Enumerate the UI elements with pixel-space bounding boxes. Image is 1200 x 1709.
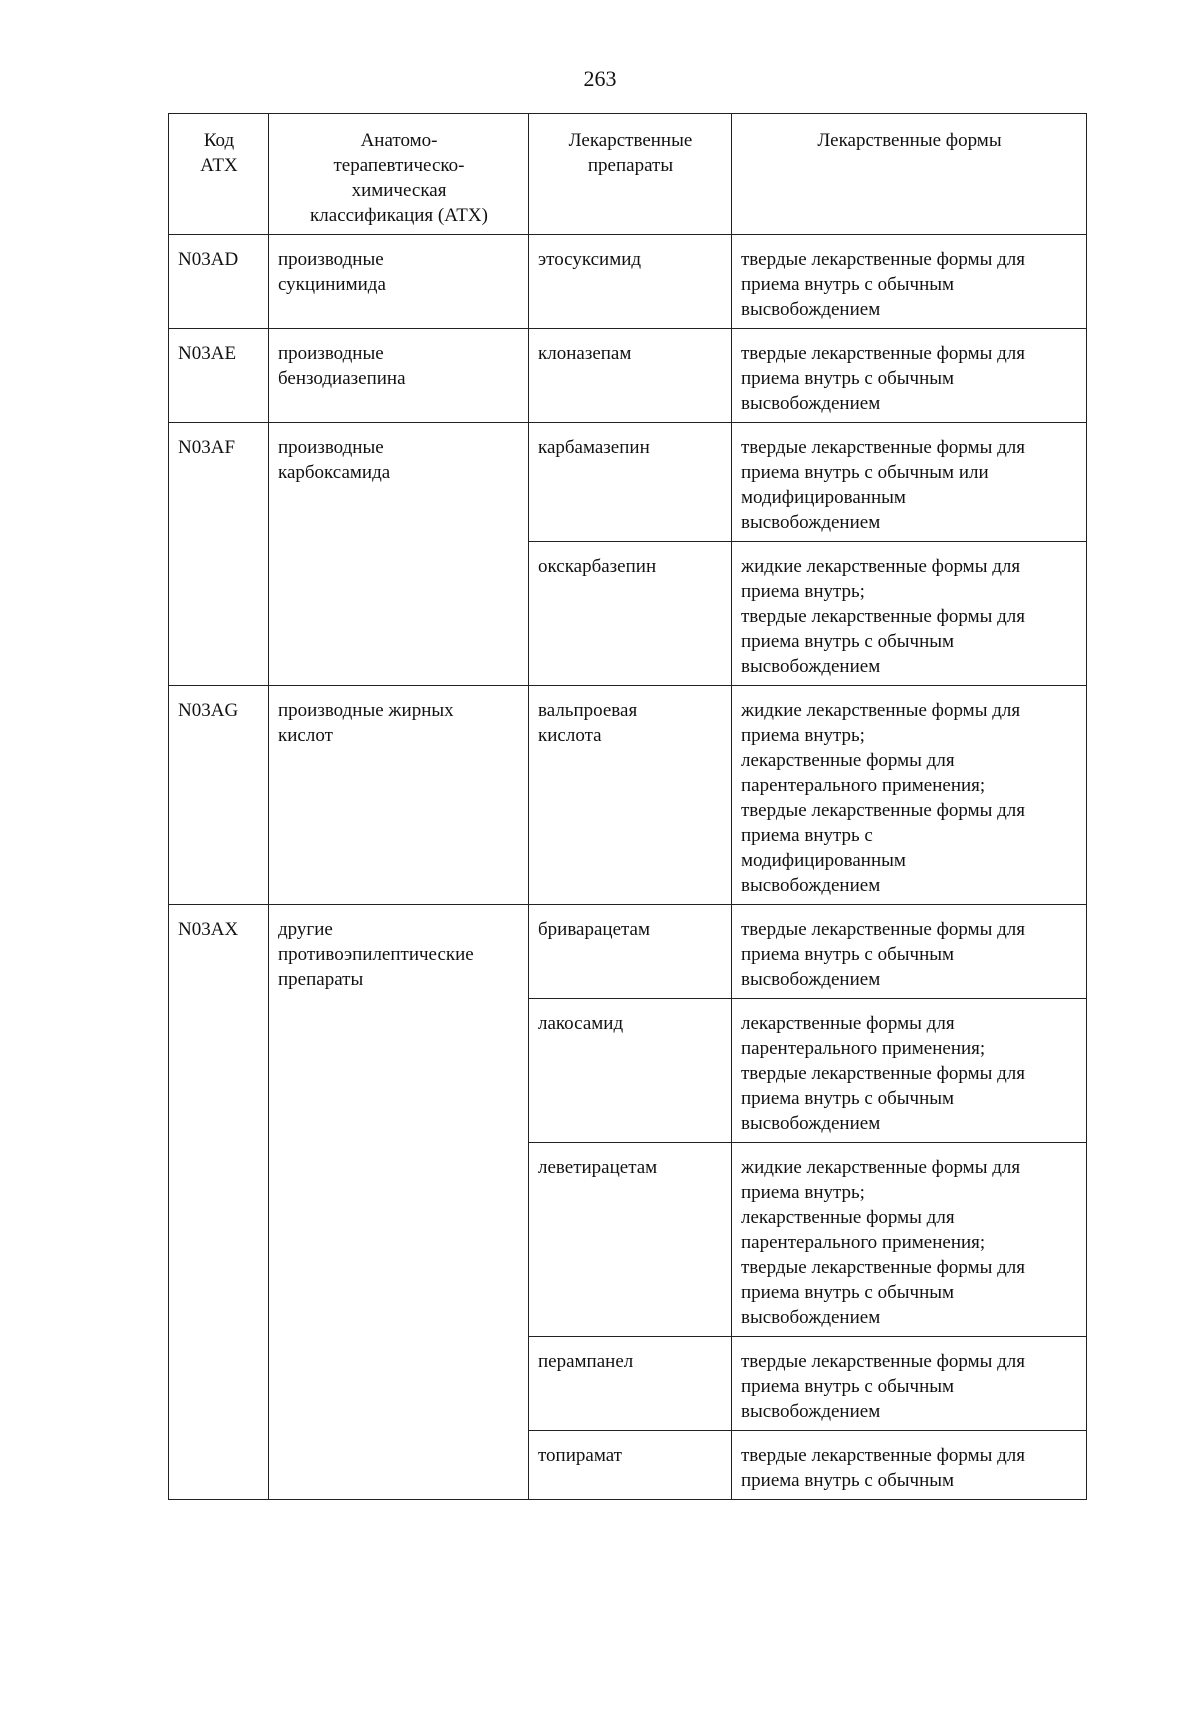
header-row — [169, 114, 1087, 235]
drug-name-cell: топирамат — [529, 1431, 732, 1500]
drug-name-cell: перампанел — [529, 1337, 732, 1431]
drug-name-cell: лакосамид — [529, 999, 732, 1143]
drug-name-cell: леветирацетам — [529, 1143, 732, 1337]
atx-code-cell: N03AD — [169, 235, 269, 329]
header-code: Код АТХ — [169, 114, 269, 235]
drug-name-cell: этосуксимид — [529, 235, 732, 329]
table-row — [169, 423, 1087, 542]
atx-code-cell: N03AX — [169, 905, 269, 1500]
page-number: 263 — [583, 66, 617, 91]
dosage-forms-cell: твердые лекарственные формы для приема внутрь с обычным высвобождением — [732, 235, 1087, 329]
table-row — [169, 905, 1087, 999]
drug-name-cell: карбамазепин — [529, 423, 732, 542]
atx-group-name-cell: производные жирных кислот — [269, 686, 529, 905]
drug-name-cell: бриварацетам — [529, 905, 732, 999]
drug-name-cell: клоназепам — [529, 329, 732, 423]
dosage-forms-cell: жидкие лекарственные формы для приема внутрь; лекарственные формы для парентерального применения; твердые лекарственные формы для приема внутрь с модифицированным высвобождением — [732, 686, 1087, 905]
atx-code-cell: N03AF — [169, 423, 269, 686]
header-drugs: Лекарственные препараты — [529, 114, 732, 235]
atx-group-name-cell: производные бензодиазепина — [269, 329, 529, 423]
atx-table — [168, 113, 1087, 1500]
atx-group-name-cell: производные сукцинимида — [269, 235, 529, 329]
atx-code-cell: N03AG — [169, 686, 269, 905]
dosage-forms-cell: жидкие лекарственные формы для приема внутрь; твердые лекарственные формы для приема внутрь с обычным высвобождением — [732, 542, 1087, 686]
header-forms: Лекарственные формы — [732, 114, 1087, 235]
dosage-forms-cell: твердые лекарственные формы для приема внутрь с обычным или модифицированным высвобождением — [732, 423, 1087, 542]
atx-code-cell: N03AE — [169, 329, 269, 423]
atx-group-name-cell: другие противоэпилептические препараты — [269, 905, 529, 1500]
dosage-forms-cell: твердые лекарственные формы для приема внутрь с обычным высвобождением — [732, 1337, 1087, 1431]
dosage-forms-cell: жидкие лекарственные формы для приема внутрь; лекарственные формы для парентерального применения; твердые лекарственные формы для приема внутрь с обычным высвобождением — [732, 1143, 1087, 1337]
header-atx-classification: Анатомо- терапевтическо- химическая классификация (АТХ) — [269, 114, 529, 235]
drug-name-cell: вальпроевая кислота — [529, 686, 732, 905]
table-row — [169, 686, 1087, 905]
table-row — [169, 329, 1087, 423]
drug-name-cell: окскарбазепин — [529, 542, 732, 686]
dosage-forms-cell: твердые лекарственные формы для приема внутрь с обычным высвобождением — [732, 329, 1087, 423]
dosage-forms-cell: твердые лекарственные формы для приема внутрь с обычным — [732, 1431, 1087, 1500]
table-body — [169, 235, 1087, 1500]
table-row — [169, 235, 1087, 329]
dosage-forms-cell: твердые лекарственные формы для приема внутрь с обычным высвобождением — [732, 905, 1087, 999]
atx-group-name-cell: производные карбоксамида — [269, 423, 529, 686]
table-header — [169, 114, 1087, 235]
dosage-forms-cell: лекарственные формы для парентерального применения; твердые лекарственные формы для приема внутрь с обычным высвобождением — [732, 999, 1087, 1143]
